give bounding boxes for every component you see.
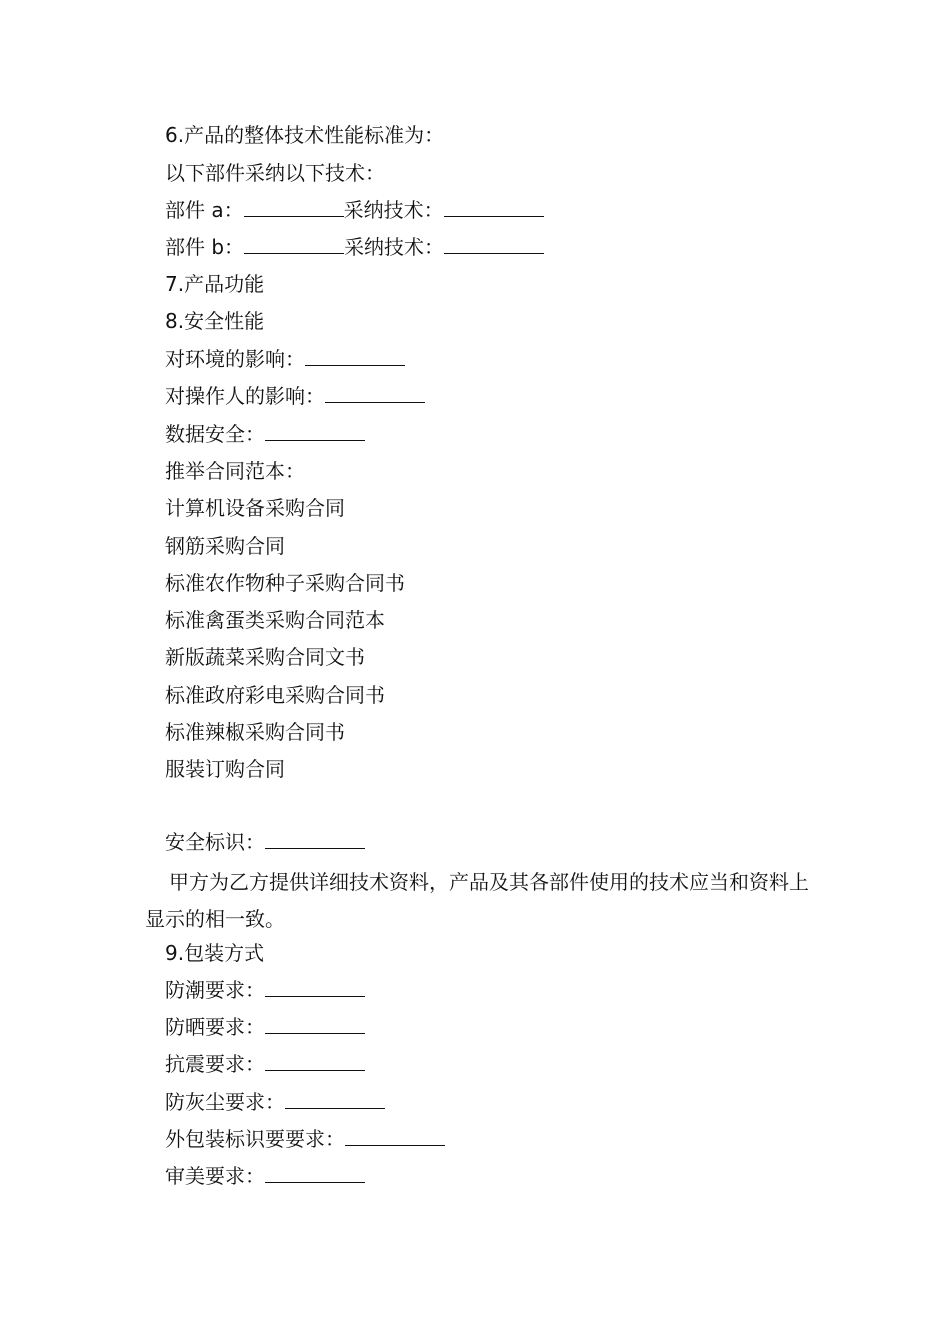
tech-docs-paragraph [145,864,815,938]
template-link[interactable] [165,719,345,745]
env-impact-label: 对环境的影响： [165,347,305,371]
parts-intro-line [165,160,385,186]
sun-label: 防晒要求： [165,1015,265,1039]
data-security-blank[interactable] [265,422,365,441]
dust-label: 防灰尘要求： [165,1090,285,1114]
section-8-text: 8.安全性能 [165,309,265,333]
safety-mark-line [165,829,365,855]
operator-impact-label: 对操作人的影响： [165,384,325,408]
template-link-text[interactable]: 标准禽蛋类采购合同范本 [165,608,385,632]
template-link[interactable] [165,607,385,633]
template-link[interactable] [165,756,285,782]
part-b-label: 部件 b： [165,235,245,259]
section-6-text: 6.产品的整体技术性能标准为： [165,123,445,147]
moisture-label: 防潮要求： [165,978,265,1002]
section-6-heading [165,122,444,148]
sun-blank[interactable] [265,1015,365,1034]
parts-intro-text: 以下部件采纳以下技术： [165,161,385,185]
env-impact-line [165,346,405,372]
data-security-line [165,421,365,447]
aesthetic-line [165,1163,365,1189]
operator-impact-line [165,383,425,409]
part-a-tech-blank[interactable] [444,198,544,217]
part-a-label: 部件 a： [165,198,244,222]
template-link-text[interactable]: 标准辣椒采购合同书 [165,720,345,744]
part-b-tech-blank[interactable] [444,235,544,254]
shock-line [165,1051,365,1077]
env-impact-blank[interactable] [305,347,405,366]
template-link[interactable] [165,682,385,708]
safety-mark-blank[interactable] [265,830,365,849]
dust-blank[interactable] [285,1090,385,1109]
outer-mark-label: 外包装标识要要求： [165,1127,345,1151]
template-link-text[interactable]: 标准农作物种子采购合同书 [165,571,405,595]
part-a-line [165,197,544,223]
section-9-text: 9.包装方式 [165,941,265,965]
recommend-heading [165,458,305,484]
template-link-text[interactable]: 计算机设备采购合同 [165,496,345,520]
outer-mark-line [165,1126,445,1152]
safety-mark-label: 安全标识： [165,830,265,854]
part-a-tech-label: 采纳技术： [343,198,444,222]
template-link-text[interactable]: 服装订购合同 [165,757,285,781]
sun-line [165,1014,365,1040]
template-link[interactable] [165,570,405,596]
aesthetic-blank[interactable] [265,1164,365,1183]
template-link[interactable] [165,533,285,559]
section-8-heading [165,308,264,334]
template-link-text[interactable]: 新版蔬菜采购合同文书 [165,645,365,669]
template-link-text[interactable]: 标准政府彩电采购合同书 [165,683,385,707]
section-9-heading [165,940,264,966]
template-link[interactable] [165,495,345,521]
part-a-blank[interactable] [244,198,344,217]
shock-label: 抗震要求： [165,1052,265,1076]
tech-docs-text: 甲方为乙方提供详细技术资料，产品及其各部件使用的技术应当和资料上显示的相一致。 [145,870,809,931]
moisture-blank[interactable] [265,978,365,997]
shock-blank[interactable] [265,1052,365,1071]
aesthetic-label: 审美要求： [165,1164,265,1188]
outer-mark-blank[interactable] [345,1127,445,1146]
recommend-text: 推举合同范本： [165,459,305,483]
section-7-text: 7.产品功能 [165,272,265,296]
section-7-heading [165,271,264,297]
template-link[interactable] [165,644,365,670]
part-b-tech-label: 采纳技术： [344,235,445,259]
data-security-label: 数据安全： [165,422,265,446]
moisture-line [165,977,365,1003]
operator-impact-blank[interactable] [325,384,425,403]
dust-line [165,1089,385,1115]
part-b-blank[interactable] [244,235,344,254]
part-b-line [165,234,544,260]
template-link-text[interactable]: 钢筋采购合同 [165,534,285,558]
